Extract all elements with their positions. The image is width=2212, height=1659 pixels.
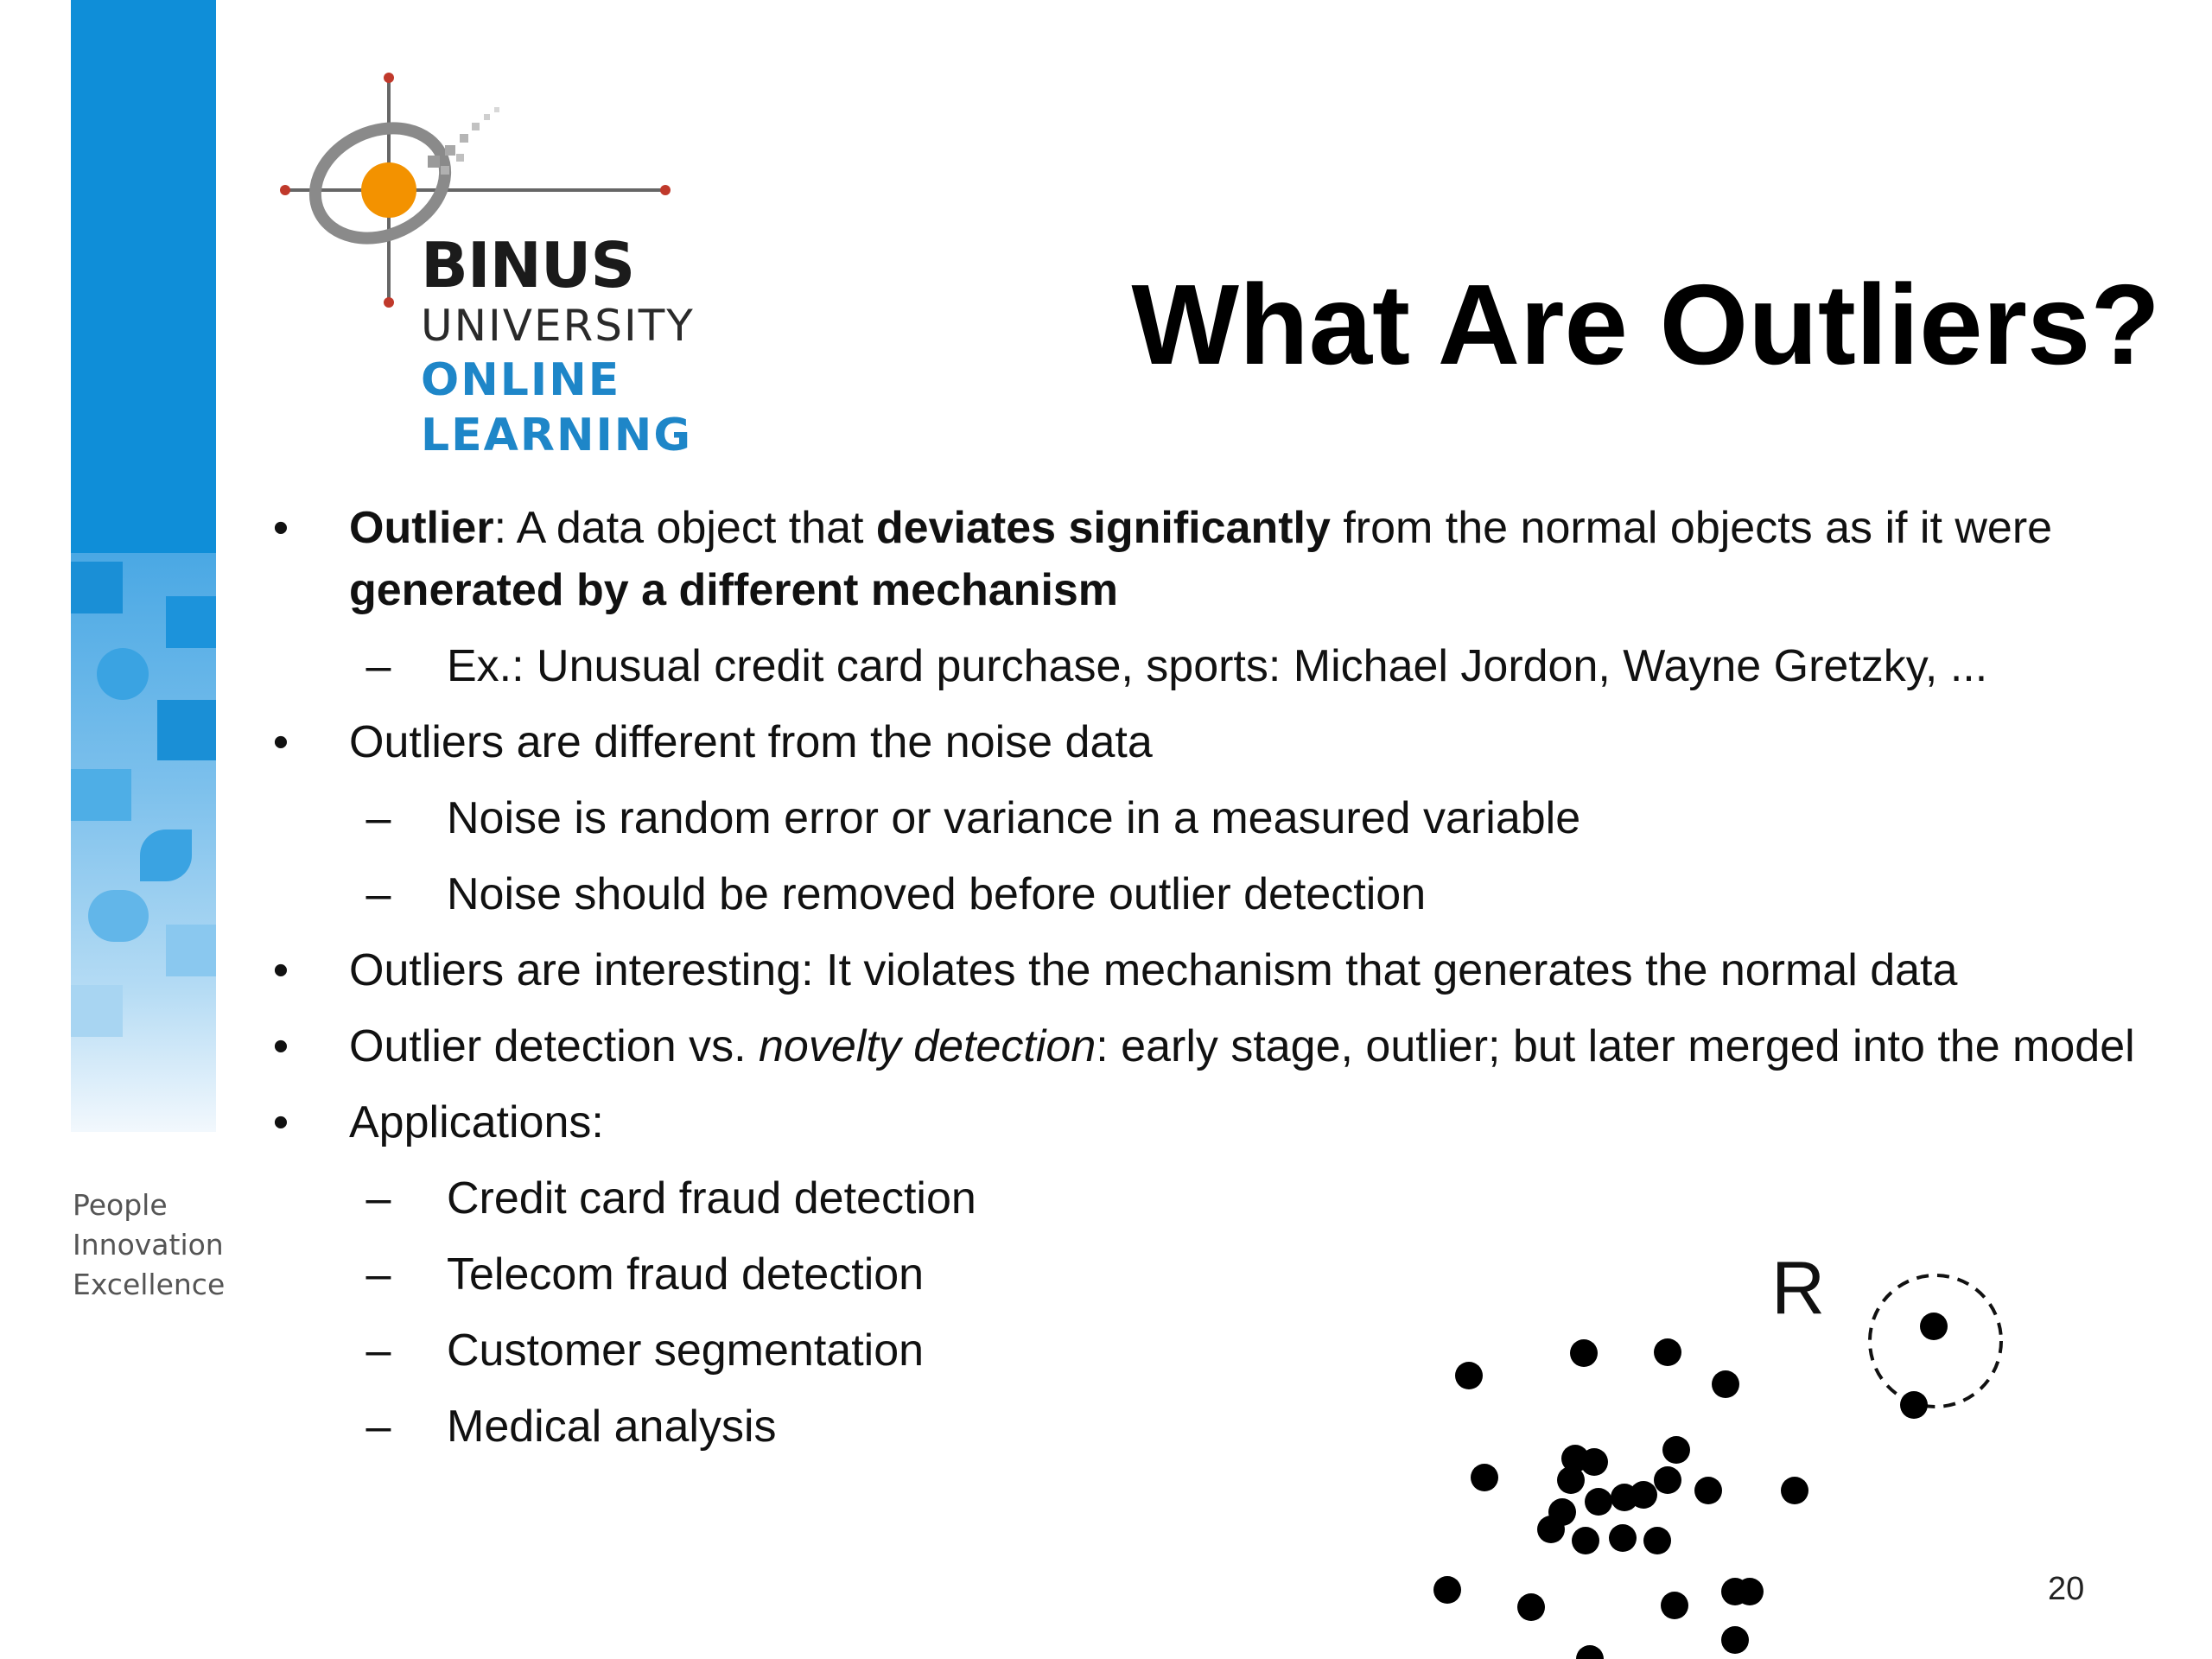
data-point (1572, 1527, 1599, 1554)
side-bar-mosaic (71, 553, 216, 1132)
bullet-text: Customer segmentation (447, 1325, 925, 1376)
data-point (1654, 1466, 1681, 1494)
data-point (1455, 1362, 1483, 1389)
bullet-text: : A data object that (493, 503, 876, 553)
data-point (1557, 1466, 1585, 1494)
data-point (1661, 1592, 1688, 1619)
data-point (1471, 1464, 1498, 1491)
region-label-r: R (1771, 1247, 1826, 1330)
data-point (1920, 1313, 1948, 1340)
mosaic-cell (157, 700, 216, 760)
bullet-item (259, 1015, 2186, 1077)
bullet-marker: • (272, 1021, 289, 1071)
logo-binus: BINUS (421, 229, 635, 302)
data-point (1654, 1338, 1681, 1366)
bullet-marker: – (365, 1325, 391, 1376)
bullet-marker: • (272, 945, 289, 995)
data-point (1694, 1477, 1722, 1504)
sub-bullet-item (259, 635, 2186, 697)
bullet-text: Noise should be removed before outlier detection (447, 869, 1427, 919)
logo-wordmark (421, 229, 695, 463)
bullet-text: Outliers are different from the noise data (349, 717, 1153, 767)
data-point (1580, 1448, 1608, 1476)
data-point (1712, 1370, 1739, 1398)
data-point (1662, 1436, 1690, 1464)
bullet-text: deviates significantly (875, 503, 1331, 553)
bullet-text: novelty detection (759, 1021, 1096, 1071)
data-point (1721, 1626, 1749, 1654)
mosaic-cell (140, 830, 192, 881)
outlier-region-circle (1870, 1275, 2001, 1407)
bullet-marker: – (365, 641, 391, 691)
side-bar-solid (71, 0, 216, 553)
tagline (73, 1185, 225, 1305)
side-decorative-bar (71, 0, 216, 1132)
tagline-people: People (73, 1188, 168, 1222)
bullet-marker: – (365, 869, 391, 919)
outlier-scatter-figure (1417, 1236, 2022, 1659)
mosaic-cell (97, 648, 149, 700)
logo-learning: LEARNING (421, 410, 693, 461)
bullet-text: Outlier detection vs. (349, 1021, 759, 1071)
bullet-marker: – (365, 1249, 391, 1300)
data-point (1630, 1481, 1657, 1509)
data-point (1781, 1477, 1808, 1504)
bullet-marker: • (272, 1097, 289, 1147)
data-point (1736, 1578, 1764, 1605)
data-point (1537, 1516, 1565, 1543)
bullet-item (259, 1091, 2186, 1154)
bullet-item (259, 497, 2186, 621)
bullet-text: Outlier (349, 503, 494, 553)
bullet-marker: • (272, 503, 289, 553)
sub-bullet-item (259, 863, 2186, 925)
data-point (1433, 1576, 1461, 1604)
mosaic-cell (166, 925, 216, 976)
mosaic-cell (71, 985, 123, 1037)
data-point (1900, 1391, 1928, 1419)
mosaic-cell (71, 769, 131, 821)
data-point (1576, 1645, 1604, 1659)
data-point (1570, 1339, 1598, 1367)
bullet-text: Applications: (349, 1097, 604, 1147)
data-point (1517, 1593, 1545, 1621)
logo-university: UNIVERSITY (421, 301, 695, 351)
sub-bullet-item (259, 1167, 2186, 1230)
bullet-marker: – (365, 793, 391, 843)
bullet-marker: – (365, 1402, 391, 1452)
bullet-item (259, 939, 2186, 1001)
bullet-text: generated by a different mechanism (349, 565, 1119, 615)
logo-online: ONLINE (421, 354, 621, 406)
mosaic-cell (71, 562, 123, 613)
bullet-marker: • (272, 717, 289, 767)
mosaic-cell (166, 596, 216, 648)
tagline-excellence: Excellence (73, 1268, 226, 1301)
bullet-text: from the normal objects as if it were (1330, 503, 2053, 553)
bullet-item (259, 711, 2186, 773)
bullet-text: Outliers are interesting: It violates the mechanism that generates the normal data (349, 945, 1958, 995)
sub-bullet-item (259, 787, 2186, 849)
data-point (1585, 1488, 1612, 1516)
mosaic-cell (88, 890, 149, 942)
bullet-text: Noise is random error or variance in a measured variable (447, 793, 1581, 843)
slide-title: What Are Outliers? (1131, 261, 2160, 388)
bullet-text: Ex.: Unusual credit card purchase, sports: Michael Jordon, Wayne Gretzky, ... (447, 641, 1988, 691)
data-point (1643, 1527, 1671, 1554)
bullet-text: Credit card fraud detection (447, 1173, 976, 1224)
tagline-innovation: Innovation (73, 1228, 224, 1262)
bullet-marker: – (365, 1173, 391, 1224)
page-number: 20 (2048, 1571, 2085, 1607)
data-point (1609, 1524, 1637, 1552)
bullet-text: Telecom fraud detection (447, 1249, 925, 1300)
bullet-text: Medical analysis (447, 1402, 777, 1452)
bullet-text: : early stage, outlier; but later merged into the model (1096, 1021, 2135, 1071)
